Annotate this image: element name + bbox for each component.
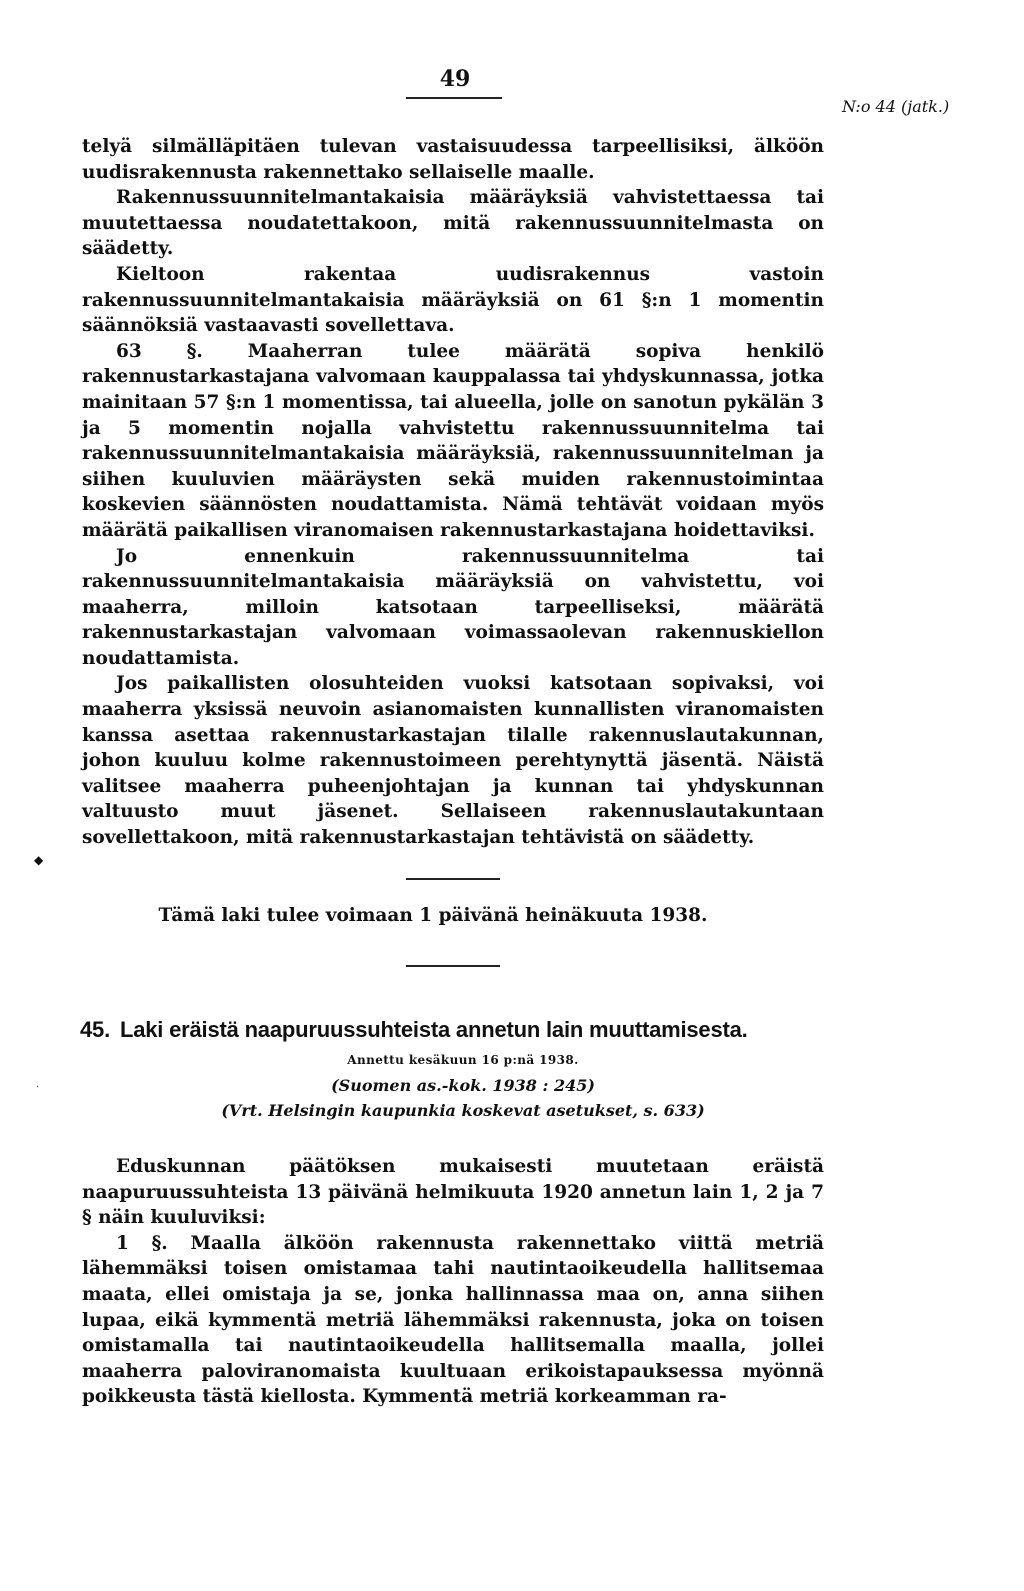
issue-number: N:o 44 (jatk.) xyxy=(842,97,950,116)
statute-reference: (Suomen as.-kok. 1938 : 245) xyxy=(331,1076,595,1095)
paragraph: telyä silmälläpitäen tulevan vastaisuudessa tarpeellisiksi, älköön uudisrakennusta rakennettako sellaiselle maalle. xyxy=(82,136,824,183)
margin-mark: ◆ xyxy=(34,853,44,867)
section-divider xyxy=(406,878,500,880)
section-63-paragraph: 63 §. Maaherran tulee määrätä sopiva henkilö rakennustarkastajana valvomaan kauppalassa tai yhdyskunnassa, jotka mainitaan 57 §:n 1 momentissa, tai alueella, jolle on sanotun pykälän 3 ja 5 momentin nojalla vahvistettu rakennussuunnitelma tai rakennussuunnitelmantakaisia määräyksiä, rakennussuunnitelman ja siihen kuuluvien määräysten sekä muiden rakennustoimintaa koskevien säännösten noudattamista. Nämä tehtävät voidaan myös määrätä paikallisen viranomaisen rakennustarkastajana hoidettaviksi. xyxy=(82,340,824,541)
section-1-paragraph: 1 §. Maalla älköön rakennusta rakennettako viittä metriä lähemmäksi toisen omistamaa tahi nautintaoikeudella hallitsemaa maata, ellei omistaja ja se, jonka hallinnassa maa on, anna siihen lupaa, eikä kymmentä metriä lähemmäksi rakennusta, joka on toisen omistamalla tai nautintaoikeudella hallitsemalla maalla, jollei maaherra paloviranomaista kuultuaan erikoistapauksessa myönnä poikkeusta tästä kiellosta. Kymmentä metriä korkeamman ra- xyxy=(82,1232,824,1408)
page-number: 49 xyxy=(439,66,471,92)
margin-mark: · xyxy=(36,1082,40,1093)
paragraph: Rakennussuunnitelmantakaisia määräyksiä vahvistettaessa tai muutettaessa noudatettakoon, mitä rakennussuunnitelmasta on säädetty. xyxy=(82,187,824,260)
preamble-paragraph: Eduskunnan päätöksen mukaisesti muutetaan eräistä naapuruussuhteista 13 päivänä helmikuuta 1920 annetun lain 1, 2 ja 7 § näin kuuluviksi: xyxy=(82,1156,824,1229)
law-heading xyxy=(80,1017,840,1043)
enactment-clause: Tämä laki tulee voimaan 1 päivänä heinäkuuta 1938. xyxy=(158,905,708,926)
paragraph: Jos paikallisten olosuhteiden vuoksi katsotaan sopivaksi, voi maaherra yksissä neuvoin asianomaisten kunnallisten viranomaisten kanssa asettaa rakennustarkastajan tilalle rakennuslautakunnan, johon kuuluu kolme rakennustoimeen perehtynyttä jäsentä. Näistä valitsee maaherra puheenjohtajan ja kunnan tai yhdyskunnan valtuusto muut jäsenet. Sellaiseen rakennuslautakuntaan sovellettakoon, mitä rakennustarkastajan tehtävistä on säädetty. xyxy=(82,673,824,849)
given-date: Annettu kesäkuun 16 p:nä 1938. xyxy=(347,1053,579,1067)
paragraph: Kieltoon rakentaa uudisrakennus vastoin rakennussuunnitelmantakaisia määräyksiä on 61 §:n 1 momentin säännöksiä vastaavasti sovellettava. xyxy=(82,263,824,337)
paragraph: Jo ennenkuin rakennussuunnitelma tai rakennussuunnitelmantakaisia määräyksiä on vahvistettu, voi maaherra, milloin katsotaan tarpeelliseksi, määrätä rakennustarkastajan valvomaan voimassaolevan rakennuskiellon noudattamista. xyxy=(82,545,824,669)
cross-reference: (Vrt. Helsingin kaupunkia koskevat asetukset, s. 633) xyxy=(221,1101,705,1120)
continued-law-text xyxy=(82,134,824,851)
new-law-text xyxy=(82,1154,824,1410)
law-title: Laki eräistä naapuruussuhteista annetun lain muuttamisesta. xyxy=(119,1017,748,1042)
section-divider xyxy=(406,965,500,967)
law-number: 45. xyxy=(80,1017,110,1042)
header-rule xyxy=(406,97,502,99)
